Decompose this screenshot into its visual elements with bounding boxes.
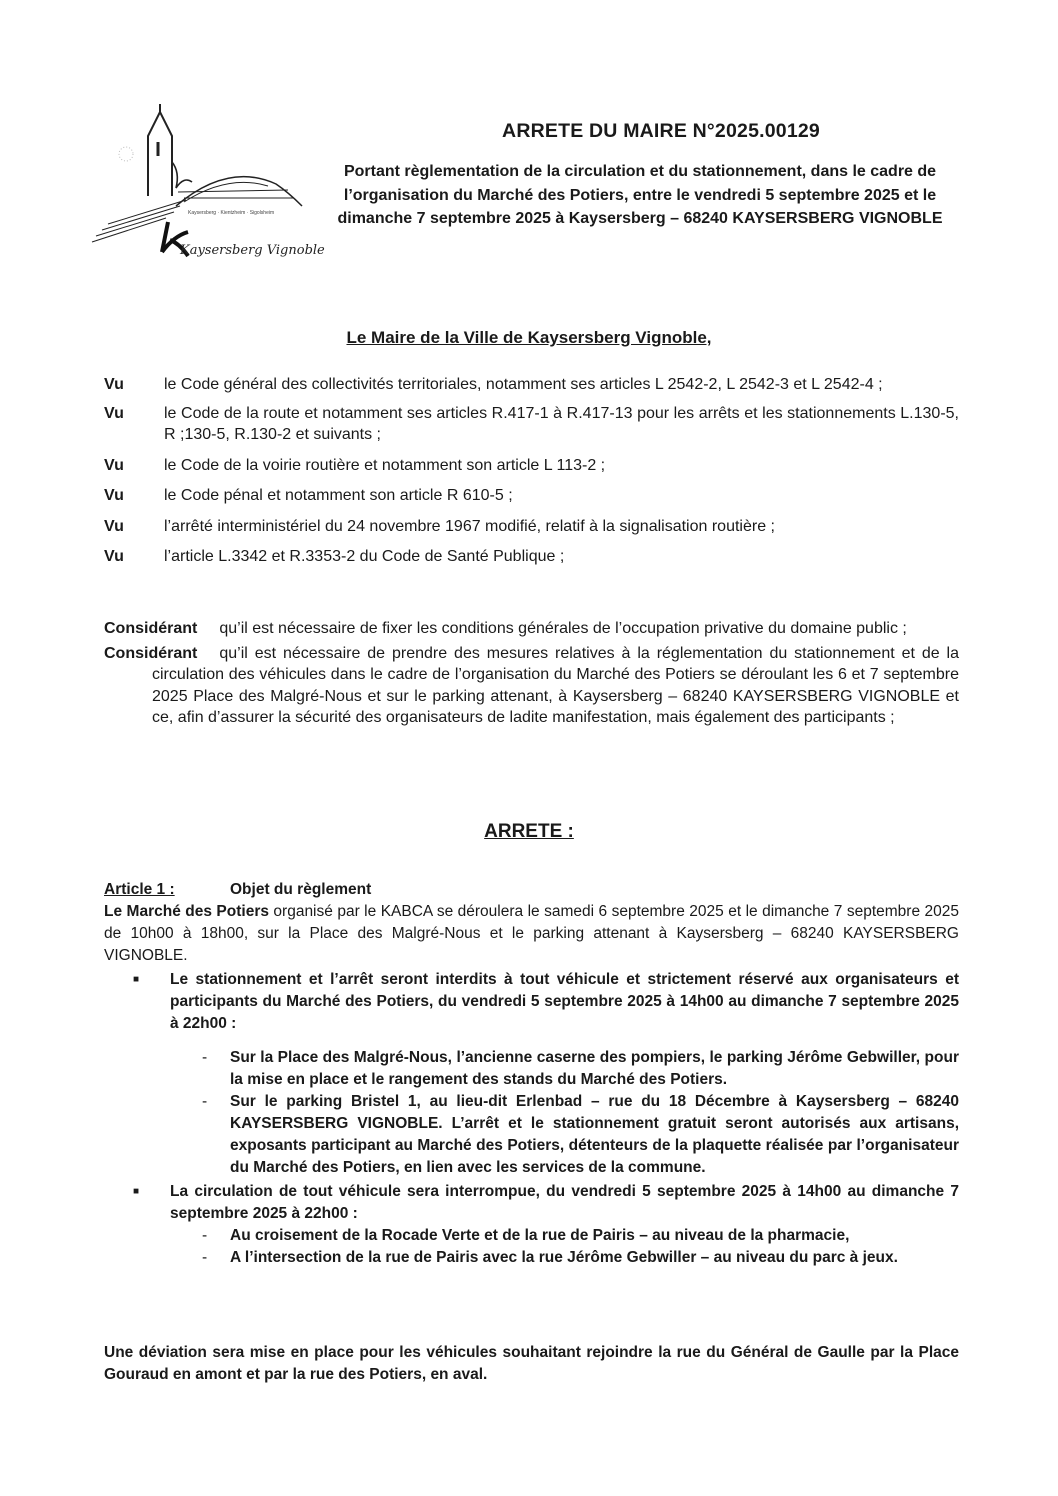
considerants-list	[104, 618, 959, 732]
vu-item	[104, 455, 959, 477]
article-intro-rest: organisé par le KABCA se déroulera le samedi 6 septembre 2025 et le dimanche 7 septembre 2025 de 10h00 à 18h00, sur la Place des Malgré-Nous et le parking attenant à Kaysersberg – 68240 KAYSERSBERG VIGNOBLE.	[104, 903, 959, 964]
deviation-note: Une déviation sera mise en place pour les véhicules souhaitant rejoindre la rue du Général de Gaulle par la Place Gouraud en amont et par la rue des Potiers, en aval.	[104, 1344, 959, 1383]
document-subtitle: Portant règlementation de la circulation et du stationnement, dans le cadre de l’organisation du Marché des Potiers, entre le vendredi 5 septembre 2025 et le dimanche 7 septembre 2025 à Kaysersberg – 68240 KAYSERSBERG VIGNOBLE	[337, 163, 943, 227]
vu-label: Vu	[104, 376, 124, 393]
dash-item	[192, 1247, 959, 1269]
dash-item	[192, 1047, 959, 1091]
vu-text: l’arrêté interministériel du 24 novembre 1967 modifié, relatif à la signalisation routière ;	[164, 517, 775, 535]
square-bullet-icon: ■	[132, 1186, 140, 1197]
vu-item	[104, 546, 959, 568]
vu-item	[104, 516, 959, 538]
dash-icon: -	[202, 1093, 208, 1110]
dash-item	[192, 1091, 959, 1179]
article-bullet	[104, 969, 959, 1035]
vu-label: Vu	[104, 456, 124, 474]
considerant-item	[104, 643, 959, 729]
bullet-text: La circulation de tout véhicule sera interrompue, du vendredi 5 septembre 2025 à 14h00 au dimanche 7 septembre 2025 à 22h00 :	[170, 1183, 959, 1222]
article-intro-bold: Le Marché des Potiers	[104, 903, 269, 920]
considerant-text: qu’il est nécessaire de prendre des mesures relatives à la réglementation du stationnement et de la circulation des véhicules dans le cadre de l’organisation du Marché des Potiers se déroulant les 6 et 7 septembre 2025 Place des Malgré-Nous et sur le parking attenant, à Kaysersberg – 68240 KAYSERSBERG VIGNOBLE et ce, afin d’assurer la sécurité des organisateurs de ladite manifestation, mais également des participants ;	[152, 644, 959, 726]
logo-name: Kaysersberg Vignoble	[180, 243, 325, 258]
vu-label: Vu	[104, 404, 124, 422]
title-block	[320, 120, 960, 231]
vu-item	[104, 485, 959, 507]
article-intro	[104, 901, 959, 967]
dash-text: Sur le parking Bristel 1, au lieu-dit Erlenbad – rue du 18 Décembre à Kaysersberg – 68240 KAYSERSBERG VIGNOBLE. L’arrêt et le stationnement gratuit seront autorisés aux artisans, exposants participant au Marché des Potiers, détenteurs de la plaquette réalisée par l’organisateur du Marché des Potiers, en lien avec les services de la commune.	[230, 1093, 959, 1176]
dash-text: Sur la Place des Malgré-Nous, l’ancienne caserne des pompiers, le parking Jérôme Gebwiller, pour la mise en place et le rangement des stands du Marché des Potiers.	[230, 1049, 959, 1088]
vu-item	[104, 374, 959, 396]
vu-label: Vu	[104, 487, 124, 504]
logo-small-text: Kaysersberg · Kientzheim · Sigolsheim	[188, 210, 275, 216]
vu-text: le Code de la route et notamment ses articles R.417-1 à R.417-13 pour les arrêts et les stationnements L.130-5, R ;130-5, R.130-2 et suivants ;	[164, 404, 959, 443]
dash-text: A l’intersection de la rue de Pairis avec la rue Jérôme Gebwiller – au niveau du parc à jeux.	[230, 1249, 898, 1266]
dash-icon: -	[202, 1049, 208, 1066]
vu-label: Vu	[104, 517, 124, 535]
considerant-label: Considérant	[104, 644, 198, 662]
article-1	[104, 879, 959, 1269]
bullet-text: Le stationnement et l’arrêt seront interdits à tout véhicule et strictement réservé aux organisateurs et participants du Marché des Potiers, du vendredi 5 septembre 2025 à 14h00 au dimanche 7 septembre 2025 à 22h00 :	[170, 971, 959, 1032]
article-bullet	[104, 1181, 959, 1225]
article-number: Article 1 :	[104, 881, 175, 898]
article-title: Objet du règlement	[230, 881, 372, 898]
dash-icon: -	[202, 1249, 208, 1266]
dash-list	[192, 1225, 959, 1269]
dash-list	[192, 1047, 959, 1179]
arrete-heading: ARRETE :	[484, 821, 574, 842]
article-header	[104, 879, 959, 901]
dash-icon: -	[202, 1227, 208, 1244]
considerant-item	[104, 618, 959, 640]
considerant-label: Considérant	[104, 620, 198, 637]
dash-item	[192, 1225, 959, 1247]
document-title: ARRETE DU MAIRE N°2025.00129	[502, 120, 820, 142]
vu-item	[104, 403, 959, 446]
vu-text: le Code de la voirie routière et notamment son article L 113-2 ;	[164, 456, 606, 474]
vu-label: Vu	[104, 548, 124, 565]
considerant-text: qu’il est nécessaire de fixer les conditions générales de l’occupation privative du domaine public ;	[219, 620, 907, 637]
square-bullet-icon: ■	[132, 974, 140, 985]
vu-text: le Code pénal et notamment son article R 610-5 ;	[164, 487, 513, 504]
dash-text: Au croisement de la Rocade Verte et de la rue de Pairis – au niveau de la pharmacie,	[230, 1227, 850, 1244]
vu-text: le Code général des collectivités territoriales, notamment ses articles L 2542-2, L 2542-3 et L 2542-4 ;	[164, 376, 883, 393]
vu-list	[104, 374, 959, 568]
maire-heading: Le Maire de la Ville de Kaysersberg Vignoble,	[346, 328, 712, 347]
kaysersberg-vignoble-logo	[88, 102, 325, 270]
vu-text: l’article L.3342 et R.3353-2 du Code de Santé Publique ;	[164, 548, 565, 565]
